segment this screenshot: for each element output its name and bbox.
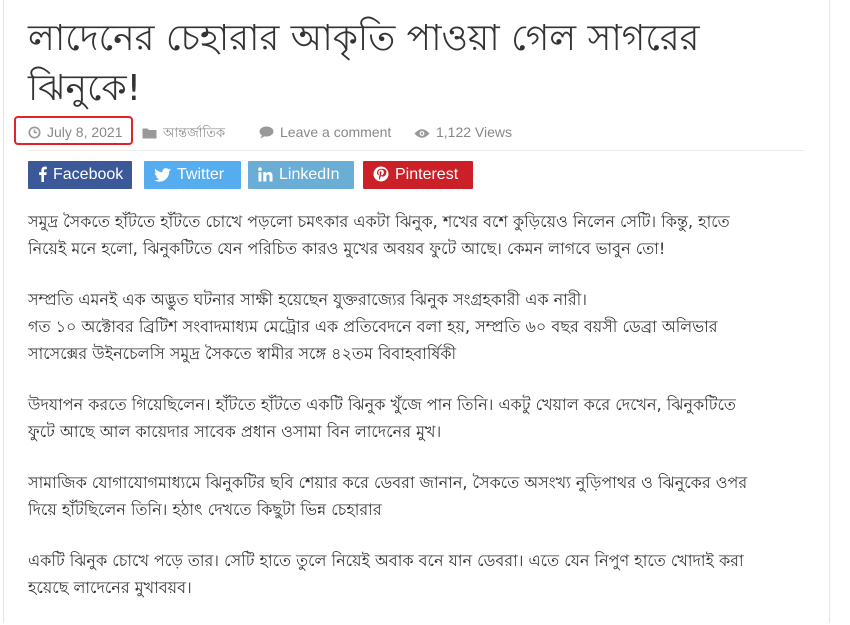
facebook-share-button[interactable] [28, 161, 132, 189]
page-frame-left [3, 0, 4, 623]
article-paragraph [28, 208, 808, 262]
meta-date[interactable] [28, 114, 123, 150]
article-title: লাদেনের চেহারার আকৃতি পাওয়া গেল সাগরের ঝিনুকে! [28, 18, 700, 109]
paragraph-line: গত ১০ অক্টোবর ব্রিটিশ সংবাদমাধ্যম মেট্রোর এক প্রতিবেদনে বলা হয়, সম্প্রতি ৬০ বছর বয়সী ডেব্রা অলিভার [28, 317, 718, 336]
paragraph-line: সামাজিক যোগাযোগমাধ্যমে ঝিনুকটির ছবি শেয়ার করে ডেবরা জানান, সৈকতে অসংখ্য নুড়িপাথর ও ঝিনুকের ওপর [28, 473, 748, 492]
clock-icon [28, 126, 41, 139]
linkedin-icon [258, 167, 273, 182]
twitter-share-button[interactable] [144, 161, 241, 189]
paragraph-line: ফুটে আছে আল কায়েদার সাবেক প্রধান ওসামা বিন লাদেনের মুখ। [28, 422, 442, 441]
pinterest-icon [373, 166, 389, 182]
article-paragraph [28, 547, 808, 601]
article-paragraph [28, 391, 808, 445]
article-container [28, 0, 808, 597]
meta-views [414, 114, 512, 150]
paragraph-line: হয়েছে লাদেনের মুখাবয়ব। [28, 578, 192, 597]
article-body [28, 208, 808, 625]
paragraph-line: দিয়ে হাঁটছিলেন তিনি। হঠাৎ দেখতে কিছুটা ভিন্ন চেহারার [28, 500, 382, 519]
category-link[interactable]: আন্তর্জাতিক [163, 126, 226, 141]
twitter-icon [154, 168, 171, 182]
comment-link[interactable]: Leave a comment [280, 124, 392, 140]
paragraph-line: সম্প্রতি এমনই এক অদ্ভুত ঘটনার সাক্ষী হয়েছেন যুক্তরাজ্যের ঝিনুক সংগ্রহকারী এক নারী। [28, 290, 587, 309]
meta-category[interactable] [142, 114, 225, 150]
eye-icon [414, 128, 430, 139]
linkedin-label: LinkedIn [279, 166, 340, 183]
views-count: 1,122 Views [436, 124, 513, 140]
twitter-label: Twitter [177, 166, 225, 183]
paragraph-line: সমুদ্র সৈকতে হাঁটতে হাঁটতে চোখে পড়লো চমৎকার একটা ঝিনুক, শখের বশে কুড়িয়েও নিলেন সেটি। কিন্তু, হাতে [28, 212, 730, 231]
pinterest-share-button[interactable] [363, 161, 473, 189]
pinterest-label: Pinterest [395, 166, 459, 183]
article-meta [28, 114, 804, 151]
article-paragraph [28, 469, 808, 523]
paragraph-line: উদযাপন করতে গিয়েছিলেন। হাঁটতে হাঁটতে একটি ঝিনুক খুঁজে পান তিনি। একটু খেয়াল করে দেখেন, ঝিনুকটিতে [28, 395, 736, 414]
paragraph-line: সাসেক্সের উইনচেলসি সমুদ্র সৈকতে স্বামীর সঙ্গে ৪২তম বিবাহবার্ষিকী [28, 344, 457, 363]
page-frame-right [829, 0, 830, 623]
linkedin-share-button[interactable] [248, 161, 354, 189]
meta-comments[interactable] [259, 114, 391, 150]
article-paragraph [28, 286, 808, 367]
paragraph-line: নিয়েই মনে হলো, ঝিনুকটিতে যেন পরিচিত কারও মুখের অবয়ব ফুটে আছে। কেমন লাগবে ভাবুন তো! [28, 239, 666, 258]
facebook-label: Facebook [53, 166, 124, 183]
facebook-icon [38, 166, 47, 182]
folder-icon [142, 127, 157, 139]
comment-icon [259, 126, 274, 139]
date-text[interactable]: July 8, 2021 [47, 124, 123, 140]
paragraph-line: একটি ঝিনুক চোখে পড়ে তার। সেটি হাতে তুলে নিয়েই অবাক বনে যান ডেবরা। এতে যেন নিপুণ হাতে খোদাই করা [28, 551, 744, 570]
